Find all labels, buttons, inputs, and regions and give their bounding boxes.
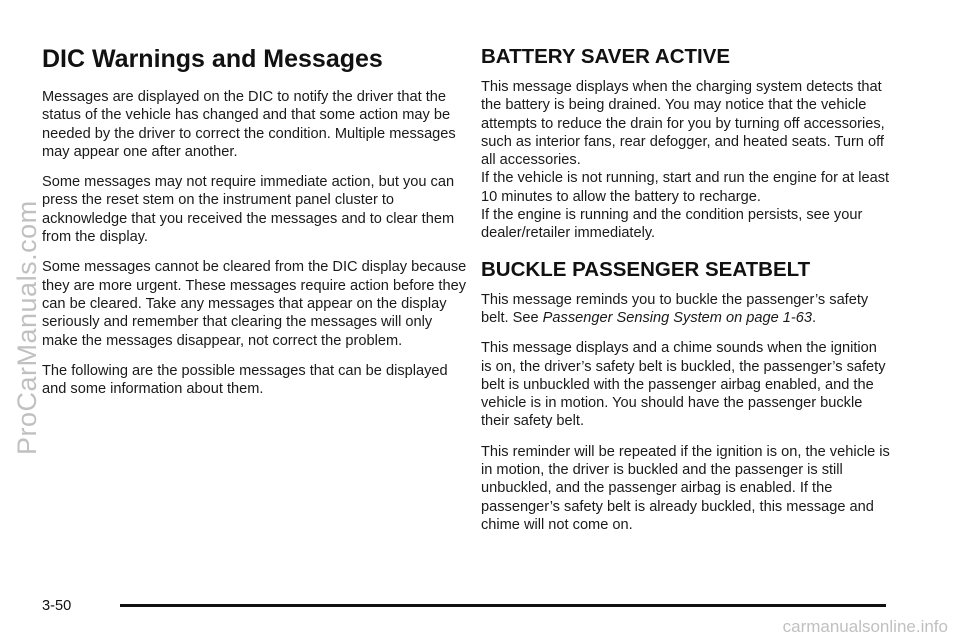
seatbelt-text-end: . [812, 309, 817, 326]
reset-stem-paragraph: Some messages may not require immediate action, but you can press the reset stem on the instrument panel cluster to acknowledge that you received the messages and to clear them from the display. [42, 174, 455, 246]
buckle-seatbelt-paragraph-1 [481, 291, 891, 328]
seatbelt-text: This message reminds you to buckle the passenger’s safety belt. See [481, 291, 869, 326]
buckle-seatbelt-paragraph-3: This reminder will be repeated if the ignition is on, the vehicle is in motion, the driver is buckled and the passenger is still unbuckled, and the passenger airbag is enabled. If the passenger’s safety belt is already buckled, this message and chime will not come on. [481, 443, 890, 533]
passenger-sensing-reference-link[interactable]: Passenger Sensing System on page 1-63 [542, 309, 813, 326]
battery-saver-paragraph-1: This message displays when the charging system detects that the battery is being drained. You may notice that the vehicle attempts to reduce the drain for you by turning off accessories, such as interior fans, rear defogger, and heated seats. Turn off all accessories. [481, 79, 885, 169]
buckle-seatbelt-heading: BUCKLE PASSENGER SEATBELT [481, 257, 811, 281]
left-column [42, 44, 467, 410]
page-number: 3-50 [42, 598, 72, 614]
battery-saver-paragraph-2: If the vehicle is not running, start and run the engine for at least 10 minutes to allow the battery to recharge. [481, 170, 890, 205]
bottom-watermark: carmanualsonline.info [782, 617, 948, 636]
urgent-messages-paragraph: Some messages cannot be cleared from the DIC display because they are more urgent. These messages require action before they can be cleared. Take any messages that appear on the display seriously and remember that clearing the messages will only make the messages disappear, not correct the problem. [42, 259, 467, 349]
battery-saver-heading: BATTERY SAVER ACTIVE [481, 45, 731, 68]
possible-messages-paragraph: The following are the possible messages that can be displayed and some information about them. [42, 362, 448, 398]
battery-saver-paragraph-3: If the engine is running and the condition persists, see your dealer/retailer immediately. [481, 207, 863, 242]
section-title: DIC Warnings and Messages [42, 45, 383, 73]
footer-rule [120, 604, 886, 607]
buckle-seatbelt-paragraph-2: This message displays and a chime sounds when the ignition is on, the driver’s safety belt is buckled, the passenger’s safety belt is unbuckled with the passenger airbag enabled, and the vehicle is in motion. You should have the passenger buckle their safety belt. [481, 340, 886, 430]
intro-paragraph: Messages are displayed on the DIC to notify the driver that the status of the vehicle has changed and that some action may be needed by the driver to correct the condition. Multiple messages may appear one after another. [42, 89, 456, 160]
right-column [481, 44, 891, 546]
side-watermark: ProCarManuals.com [12, 200, 42, 455]
